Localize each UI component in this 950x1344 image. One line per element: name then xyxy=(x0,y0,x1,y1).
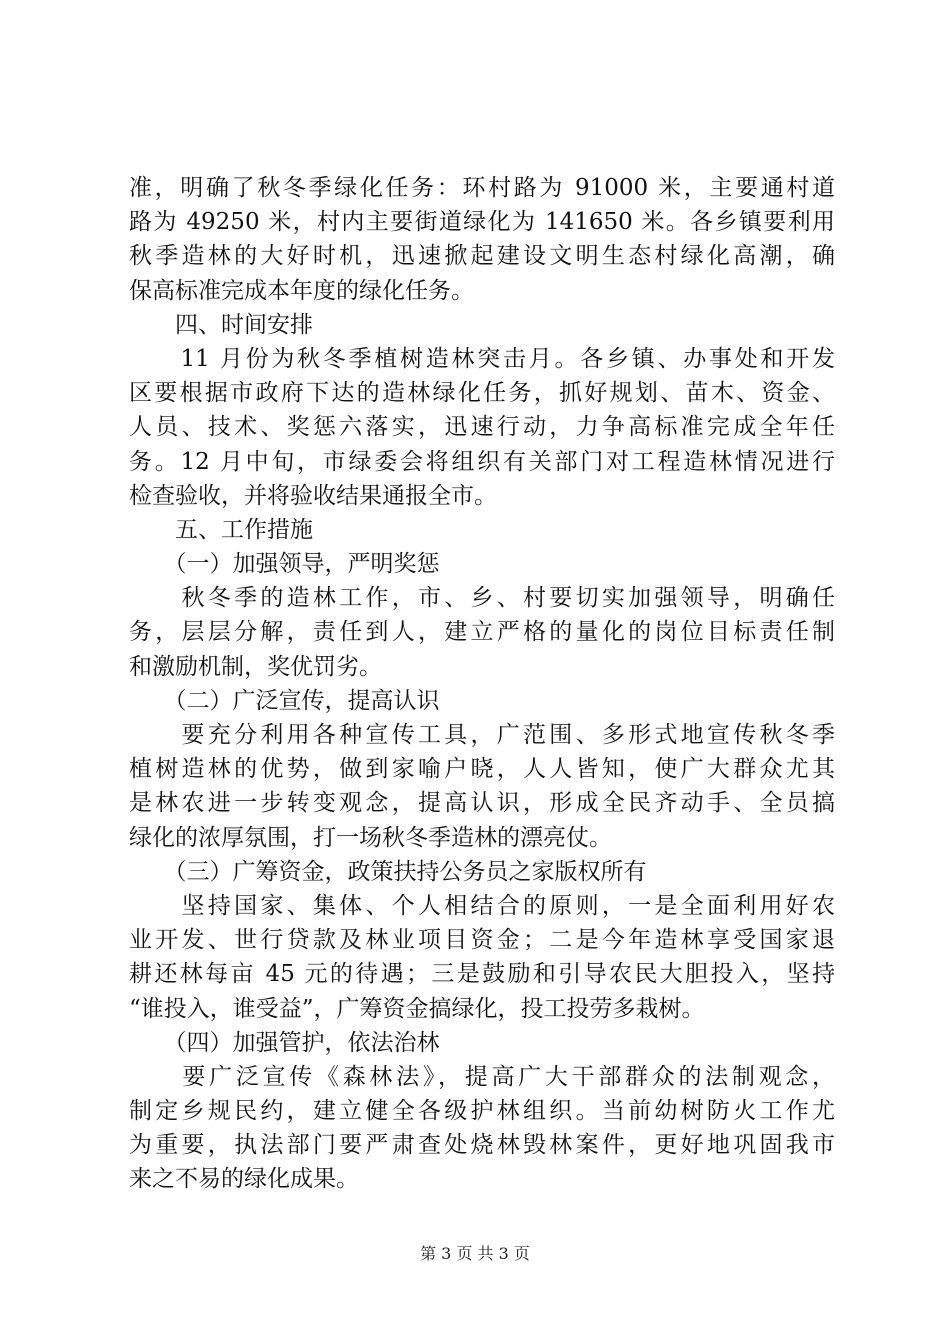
text-line: 和激励机制，奖优罚劣。 xyxy=(129,653,382,680)
text-line: 区要根据市政府下达的造林绿化任务，抓好规划、苗木、资金、 xyxy=(129,380,835,407)
text-line: 人员、技术、奖惩六落实，迅速行动，力争高标准完成全年任 xyxy=(129,414,835,441)
text-line: 是林农进一步转变观念，提高认识，形成全民齐动手、全员搞 xyxy=(129,790,835,817)
text-line: 为重要，执法部门要严肃查处烧林毁林案件，更好地巩固我市 xyxy=(129,1132,835,1159)
text-line: 耕还林每亩 45 元的待遇；三是鼓励和引导农民大胆投入，坚持 xyxy=(129,961,835,988)
text-line: 秋季造林的大好时机，迅速掀起建设文明生态村绿化高潮，确 xyxy=(129,243,835,270)
text-line: 路为 49250 米，村内主要街道绿化为 141650 米。各乡镇要利用 xyxy=(129,209,835,236)
text-line: 要充分利用各种宣传工具，广范围、多形式地宣传秋冬季 xyxy=(129,722,835,748)
subsection-heading: （一）加强领导，严明奖惩 xyxy=(129,551,440,578)
text-line: “谁投入，谁受益”，广筹资金搞绿化，投工投劳多栽树。 xyxy=(129,995,705,1022)
subsection-heading: （二）广泛宣传，提高认识 xyxy=(129,687,440,714)
text-line: 植树造林的优势，做到家喻户晓，人人皆知，使广大群众尤其 xyxy=(129,756,835,783)
text-line: 11 月份为秋冬季植树造林突击月。各乡镇、办事处和开发 xyxy=(129,345,835,372)
text-line: 制定乡规民约，建立健全各级护林组织。当前幼树防火工作尤 xyxy=(129,1098,835,1125)
text-line: 务，层层分解，责任到人，建立严格的量化的岗位目标责任制 xyxy=(129,619,835,646)
page-number: 第 3 页 共 3 页 xyxy=(420,1244,530,1263)
text-line: 坚持国家、集体、个人相结合的原则，一是全面利用好农 xyxy=(129,892,835,919)
section-heading: 四、时间安排 xyxy=(129,311,313,338)
text-line: 来之不易的绿化成果。 xyxy=(129,1166,359,1193)
text-line: 绿化的浓厚氛围，打一场秋冬季造林的漂亮仗。 xyxy=(129,824,612,851)
text-line: 业开发、世行贷款及林业项目资金；二是今年造林享受国家退 xyxy=(129,927,835,954)
text-line: 检查验收，并将验收结果通报全市。 xyxy=(129,482,497,509)
subsection-heading: （三）广筹资金，政策扶持公务员之家版权所有 xyxy=(129,858,647,885)
text-line: 务。12 月中旬，市绿委会将组织有关部门对工程造林情况进行 xyxy=(129,448,835,475)
document-body xyxy=(129,171,835,1197)
text-line: 秋冬季的造林工作，市、乡、村要切实加强领导，明确任 xyxy=(129,585,835,612)
text-line: 保高标准完成本年度的绿化任务。 xyxy=(129,277,474,304)
section-heading: 五、工作措施 xyxy=(129,516,313,543)
subsection-heading: （四）加强管护，依法治林 xyxy=(129,1029,440,1056)
text-line: 要广泛宣传《森林法》，提高广大干部群众的法制观念， xyxy=(129,1063,835,1090)
text-line: 准，明确了秋冬季绿化任务：环村路为 91000 米，主要通村道 xyxy=(129,175,835,201)
